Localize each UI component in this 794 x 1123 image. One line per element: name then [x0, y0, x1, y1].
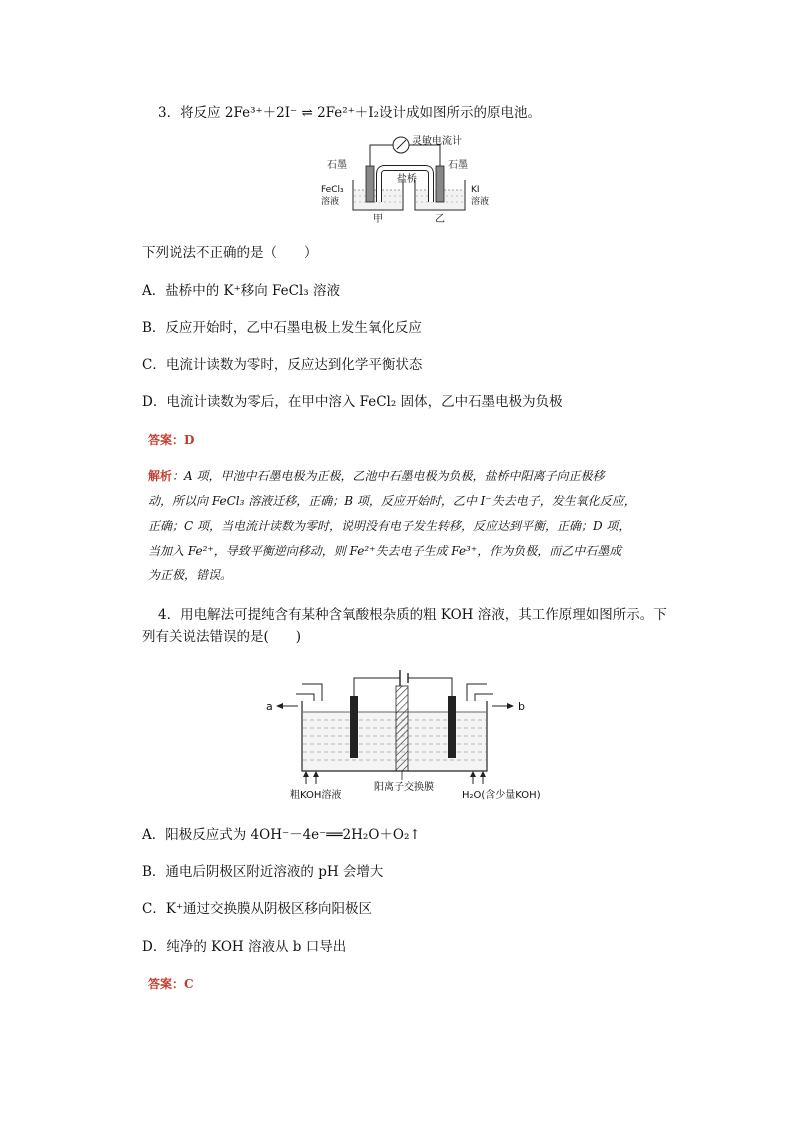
q3-explanation-line-4: 当加入 Fe²⁺，导致平衡逆向移动，则 Fe²⁺失去电子生成 Fe³⁺，作为负极，而乙中石墨成: [148, 544, 622, 558]
salt-bridge-label: 盐桥: [397, 174, 417, 185]
cathode-electrode: [448, 696, 456, 758]
anode-electrode: [350, 696, 358, 758]
q3-option-a: A．盐桥中的 K⁺移向 FeCl₃ 溶液: [142, 283, 341, 299]
q3-explanation-label: 解析: [148, 469, 173, 483]
q3-explanation-line-3: 正确；C 项，当电流计读数为零时，说明没有电子发生转移，反应达到平衡，正确；D 项，: [148, 519, 631, 533]
q3-explanation-line-2: 动，所以向 FeCl₃ 溶液迁移，正确；B 项，反应开始时，乙中 I⁻失去电子，发生氧化反应，: [148, 494, 636, 508]
galvanic-cell-diagram: [315, 130, 515, 225]
cation-exchange-membrane: [396, 686, 408, 771]
left-electrode-label: 石墨: [327, 160, 347, 171]
right-solution-label-1: KI: [471, 185, 480, 195]
q3-stem: 3．将反应 2Fe³⁺＋2I⁻ ⇌ 2Fe²⁺＋I₂设计成如图所示的原电池。: [158, 105, 542, 121]
left-solution-label-1: FeCl₃: [321, 185, 344, 195]
right-electrode: [436, 166, 444, 202]
q3-question: 下列说法不正确的是（ ）: [142, 245, 318, 261]
q4-option-b: B．通电后阴极区附近溶液的 pH 会增大: [142, 864, 384, 880]
electrolysis-cell-diagram: [262, 656, 562, 806]
q3-option-d: D．电流计读数为零后，在甲中溶入 FeCl₂ 固体，乙中石墨电极为负极: [142, 394, 563, 410]
left-solution-label-2: 溶液: [321, 197, 340, 207]
inlet-left-label: 粗KOH溶液: [290, 790, 342, 801]
q4-stem-line-2: 列有关说法错误的是( ): [142, 629, 302, 645]
right-electrode-label: 石墨: [448, 160, 468, 171]
q4-stem-line-1: 4．用电解法可提纯含有某种含氧酸根杂质的粗 KOH 溶液，其工作原理如图所示。下: [158, 607, 667, 623]
q3-explanation-line-1: 解析：A 项，甲池中石墨电极为正极，乙池中石墨电极为负极，盐桥中阳离子向正极移: [148, 469, 605, 483]
q4-option-a: A．阳极反应式为 4OH⁻－4e⁻══2H₂O＋O₂↑: [142, 827, 421, 843]
inlet-right-label: H₂O(含少量KOH): [462, 790, 541, 801]
q3-explanation-line-5: 为正极，错误。: [148, 568, 233, 582]
q3-option-b: B．反应开始时，乙中石墨电极上发生氧化反应: [142, 320, 422, 336]
outlet-a-label: a: [266, 700, 273, 713]
galvanometer-label: 灵敏电流计: [412, 136, 462, 147]
left-beaker-label: 甲: [373, 214, 383, 225]
q3-option-c: C．电流计读数为零时，反应达到化学平衡状态: [142, 357, 423, 373]
membrane-label: 阳离子交换膜: [374, 782, 434, 793]
right-beaker-label: 乙: [435, 214, 445, 225]
q3-answer: 答案：D: [148, 433, 195, 447]
q4-option-d: D．纯净的 KOH 溶液从 b 口导出: [142, 939, 347, 955]
q4-answer: 答案：C: [148, 977, 194, 991]
q4-option-c: C．K⁺通过交换膜从阴极区移向阳极区: [142, 901, 373, 917]
right-solution-label-2: 溶液: [471, 197, 490, 207]
left-electrode: [366, 166, 374, 202]
outlet-b-label: b: [518, 700, 525, 713]
